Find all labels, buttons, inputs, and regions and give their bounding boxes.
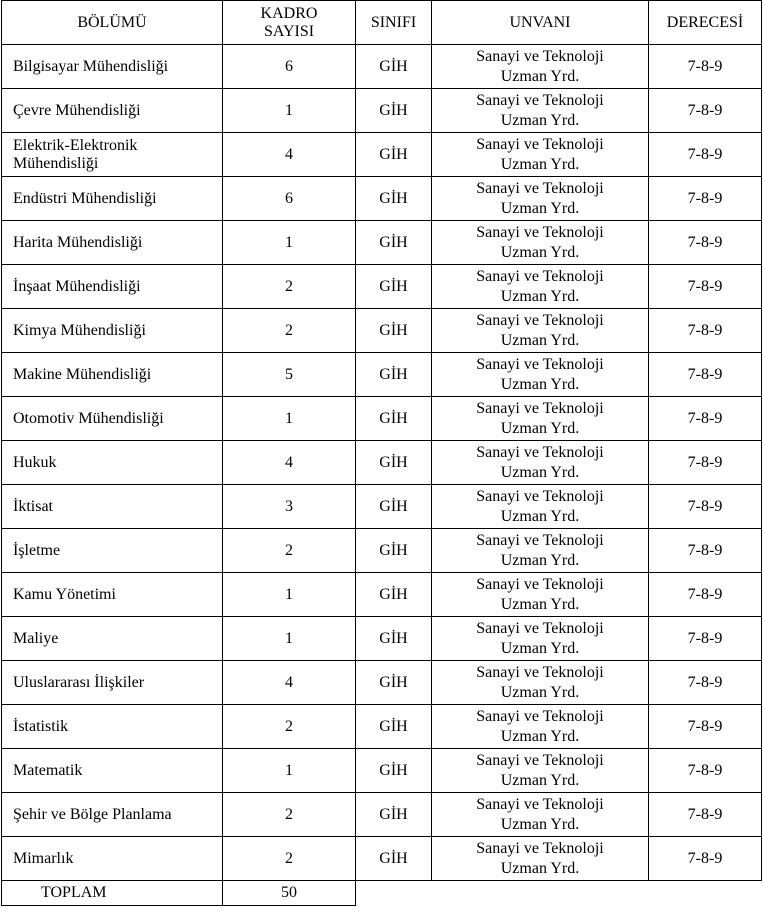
- derece-cell: [649, 221, 762, 265]
- unvan-cell-line1: Sanayi ve Teknoloji: [476, 487, 604, 505]
- derece-cell: [649, 441, 762, 485]
- sinif-cell: [356, 573, 432, 617]
- bolum-cell-line1: İktisat: [13, 497, 53, 515]
- kadro-cell-line1: 2: [285, 321, 293, 339]
- sinif-cell: [356, 441, 432, 485]
- unvan-cell-line1: Sanayi ve Teknoloji: [476, 91, 604, 109]
- sinif-cell: [356, 793, 432, 837]
- sinif-cell-line1: GİH: [379, 541, 408, 559]
- header-kadro-line2: SAYISI: [263, 22, 315, 40]
- sinif-cell-line1: GİH: [379, 409, 408, 427]
- kadro-cell-line1: 6: [285, 57, 293, 75]
- sinif-cell-line1: GİH: [379, 365, 408, 383]
- derece-cell: [649, 661, 762, 705]
- kadro-cell-line1: 1: [285, 761, 293, 779]
- derece-cell-line1: 7-8-9: [687, 365, 723, 383]
- kadro-cell-line1: 2: [285, 805, 293, 823]
- unvan-cell-line1: Sanayi ve Teknoloji: [476, 619, 604, 637]
- derece-cell: [649, 265, 762, 309]
- kadro-cell: [223, 45, 356, 89]
- table-row: [2, 749, 762, 793]
- unvan-cell: [432, 177, 649, 221]
- unvan-cell-line2: Uzman Yrd.: [500, 815, 580, 833]
- sinif-cell: [356, 45, 432, 89]
- sinif-cell-line1: GİH: [379, 629, 408, 647]
- unvan-cell-line2: Uzman Yrd.: [500, 639, 580, 657]
- bolum-cell: [2, 485, 223, 529]
- derece-cell-line1: 7-8-9: [687, 189, 723, 207]
- bolum-cell: [2, 265, 223, 309]
- unvan-cell-line2: Uzman Yrd.: [500, 375, 580, 393]
- unvan-cell-line2: Uzman Yrd.: [500, 859, 580, 877]
- header-bolum: BÖLÜMÜ: [2, 1, 223, 45]
- derece-cell: [649, 353, 762, 397]
- derece-cell: [649, 133, 762, 177]
- sinif-cell: [356, 749, 432, 793]
- unvan-cell-line1: Sanayi ve Teknoloji: [476, 311, 604, 329]
- unvan-cell-line1: Sanayi ve Teknoloji: [476, 399, 604, 417]
- bolum-cell-line1: Maliye: [13, 629, 59, 647]
- derece-cell-line1: 7-8-9: [687, 277, 723, 295]
- sinif-cell-line1: GİH: [379, 805, 408, 823]
- bolum-cell: [2, 793, 223, 837]
- sinif-cell-line1: GİH: [379, 277, 408, 295]
- derece-cell: [649, 705, 762, 749]
- unvan-cell: [432, 133, 649, 177]
- sinif-cell-line1: GİH: [379, 673, 408, 691]
- derece-cell-line1: 7-8-9: [687, 849, 723, 867]
- kadro-cell: [223, 397, 356, 441]
- bolum-cell: [2, 221, 223, 265]
- bolum-cell-line1: Bilgisayar Mühendisliği: [13, 57, 169, 75]
- bolum-cell: [2, 837, 223, 881]
- table-row: [2, 45, 762, 89]
- table-row: [2, 353, 762, 397]
- kadro-cell: [223, 793, 356, 837]
- bolum-cell-line1: Endüstri Mühendisliği: [13, 189, 157, 207]
- unvan-cell: [432, 441, 649, 485]
- bolum-cell-line1: Harita Mühendisliği: [13, 233, 143, 251]
- unvan-cell-line2: Uzman Yrd.: [500, 155, 580, 173]
- unvan-cell-line1: Sanayi ve Teknoloji: [476, 795, 604, 813]
- bolum-cell: [2, 441, 223, 485]
- kadro-cell: [223, 617, 356, 661]
- unvan-cell-line2: Uzman Yrd.: [500, 683, 580, 701]
- sinif-cell-line1: GİH: [379, 497, 408, 515]
- sinif-cell: [356, 177, 432, 221]
- unvan-cell: [432, 573, 649, 617]
- kadro-cell-line1: 1: [285, 585, 293, 603]
- bolum-cell-line1: Kimya Mühendisliği: [13, 321, 146, 339]
- kadro-cell-line1: 4: [285, 453, 293, 471]
- kadro-cell-line1: 4: [285, 145, 293, 163]
- unvan-cell: [432, 397, 649, 441]
- kadro-cell-line1: 4: [285, 673, 293, 691]
- bolum-cell-line1: İstatistik: [13, 717, 69, 735]
- derece-cell-line1: 7-8-9: [687, 409, 723, 427]
- unvan-cell-line1: Sanayi ve Teknoloji: [476, 355, 604, 373]
- bolum-cell-line1: İşletme: [13, 541, 61, 559]
- bolum-cell: [2, 705, 223, 749]
- derece-cell-line1: 7-8-9: [687, 145, 723, 163]
- kadro-cell: [223, 353, 356, 397]
- kadro-cell: [223, 441, 356, 485]
- sinif-cell-line1: GİH: [379, 849, 408, 867]
- derece-cell: [649, 749, 762, 793]
- sinif-cell: [356, 661, 432, 705]
- kadro-cell: [223, 573, 356, 617]
- kadro-cell: [223, 133, 356, 177]
- derece-cell-line1: 7-8-9: [687, 57, 723, 75]
- header-kadro-sayisi: [223, 1, 356, 45]
- kadro-cell-line1: 1: [285, 233, 293, 251]
- derece-cell: [649, 617, 762, 661]
- table-row: [2, 837, 762, 881]
- derece-cell: [649, 89, 762, 133]
- bolum-cell-line1: Elektrik-Elektronik: [13, 136, 138, 154]
- bolum-cell: [2, 661, 223, 705]
- kadro-cell: [223, 177, 356, 221]
- unvan-cell-line1: Sanayi ve Teknoloji: [476, 575, 604, 593]
- sinif-cell-line1: GİH: [379, 761, 408, 779]
- derece-cell: [649, 793, 762, 837]
- sinif-cell-line1: GİH: [379, 453, 408, 471]
- table-row: [2, 617, 762, 661]
- kadro-cell: [223, 221, 356, 265]
- unvan-cell: [432, 45, 649, 89]
- derece-cell: [649, 177, 762, 221]
- derece-cell-line1: 7-8-9: [687, 321, 723, 339]
- unvan-cell-line1: Sanayi ve Teknoloji: [476, 839, 604, 857]
- kadro-cell-line1: 6: [285, 189, 293, 207]
- derece-cell-line1: 7-8-9: [687, 497, 723, 515]
- table-row: [2, 309, 762, 353]
- sinif-cell: [356, 353, 432, 397]
- unvan-cell-line2: Uzman Yrd.: [500, 727, 580, 745]
- sinif-cell-line1: GİH: [379, 585, 408, 603]
- total-label: TOPLAM: [2, 881, 223, 906]
- derece-cell: [649, 397, 762, 441]
- unvan-cell-line1: Sanayi ve Teknoloji: [476, 179, 604, 197]
- derece-cell: [649, 45, 762, 89]
- sinif-cell-line1: GİH: [379, 101, 408, 119]
- derece-cell-line1: 7-8-9: [687, 585, 723, 603]
- table-row: [2, 397, 762, 441]
- derece-cell-line1: 7-8-9: [687, 541, 723, 559]
- unvan-cell-line2: Uzman Yrd.: [500, 287, 580, 305]
- unvan-cell: [432, 749, 649, 793]
- unvan-cell-line2: Uzman Yrd.: [500, 111, 580, 129]
- bolum-cell: [2, 353, 223, 397]
- unvan-cell-line2: Uzman Yrd.: [500, 419, 580, 437]
- kadro-cell-line1: 1: [285, 629, 293, 647]
- unvan-cell-line1: Sanayi ve Teknoloji: [476, 663, 604, 681]
- derece-cell-line1: 7-8-9: [687, 761, 723, 779]
- unvan-cell: [432, 221, 649, 265]
- unvan-cell-line1: Sanayi ve Teknoloji: [476, 223, 604, 241]
- bolum-cell: [2, 573, 223, 617]
- unvan-cell-line1: Sanayi ve Teknoloji: [476, 267, 604, 285]
- sinif-cell: [356, 265, 432, 309]
- unvan-cell-line2: Uzman Yrd.: [500, 595, 580, 613]
- total-row: [2, 881, 762, 906]
- table-row: [2, 705, 762, 749]
- unvan-cell-line1: Sanayi ve Teknoloji: [476, 531, 604, 549]
- kadro-cell: [223, 837, 356, 881]
- kadro-cell: [223, 705, 356, 749]
- kadro-cell-line1: 1: [285, 409, 293, 427]
- header-row: [2, 1, 762, 45]
- bolum-cell: [2, 617, 223, 661]
- derece-cell: [649, 529, 762, 573]
- unvan-cell: [432, 309, 649, 353]
- sinif-cell: [356, 837, 432, 881]
- bolum-cell: [2, 177, 223, 221]
- kadro-cell-line1: 2: [285, 717, 293, 735]
- bolum-cell-line1: Uluslararası İlişkiler: [13, 673, 145, 691]
- bolum-cell-line1: İnşaat Mühendisliği: [13, 277, 141, 295]
- unvan-cell-line2: Uzman Yrd.: [500, 331, 580, 349]
- bolum-cell: [2, 89, 223, 133]
- unvan-cell: [432, 265, 649, 309]
- unvan-cell: [432, 529, 649, 573]
- derece-cell-line1: 7-8-9: [687, 673, 723, 691]
- total-empty-cell: [356, 881, 762, 906]
- unvan-cell-line2: Uzman Yrd.: [500, 67, 580, 85]
- sinif-cell: [356, 133, 432, 177]
- sinif-cell-line1: GİH: [379, 145, 408, 163]
- kadro-table: [1, 0, 762, 906]
- header-unvani: UNVANI: [432, 1, 649, 45]
- header-sinifi: SINIFI: [356, 1, 432, 45]
- unvan-cell: [432, 617, 649, 661]
- sinif-cell-line1: GİH: [379, 57, 408, 75]
- sinif-cell: [356, 89, 432, 133]
- sinif-cell-line1: GİH: [379, 321, 408, 339]
- table-row: [2, 177, 762, 221]
- total-value: 50: [223, 881, 356, 906]
- kadro-cell-line1: 5: [285, 365, 293, 383]
- unvan-cell: [432, 705, 649, 749]
- unvan-cell-line2: Uzman Yrd.: [500, 771, 580, 789]
- kadro-cell-line1: 2: [285, 541, 293, 559]
- unvan-cell: [432, 353, 649, 397]
- kadro-cell-line1: 3: [285, 497, 293, 515]
- sinif-cell: [356, 309, 432, 353]
- unvan-cell-line2: Uzman Yrd.: [500, 243, 580, 261]
- derece-cell-line1: 7-8-9: [687, 805, 723, 823]
- derece-cell-line1: 7-8-9: [687, 629, 723, 647]
- bolum-cell: [2, 309, 223, 353]
- table-row: [2, 793, 762, 837]
- derece-cell-line1: 7-8-9: [687, 717, 723, 735]
- derece-cell-line1: 7-8-9: [687, 233, 723, 251]
- bolum-cell: [2, 45, 223, 89]
- kadro-cell: [223, 661, 356, 705]
- unvan-cell-line2: Uzman Yrd.: [500, 199, 580, 217]
- derece-cell: [649, 837, 762, 881]
- sinif-cell-line1: GİH: [379, 189, 408, 207]
- derece-cell-line1: 7-8-9: [687, 453, 723, 471]
- sinif-cell-line1: GİH: [379, 717, 408, 735]
- bolum-cell: [2, 133, 223, 177]
- kadro-cell: [223, 749, 356, 793]
- unvan-cell: [432, 793, 649, 837]
- bolum-cell-line1: Şehir ve Bölge Planlama: [13, 805, 172, 823]
- table-row: [2, 441, 762, 485]
- kadro-cell: [223, 485, 356, 529]
- kadro-cell: [223, 265, 356, 309]
- sinif-cell: [356, 617, 432, 661]
- unvan-cell: [432, 89, 649, 133]
- unvan-cell: [432, 485, 649, 529]
- kadro-cell: [223, 309, 356, 353]
- derece-cell: [649, 573, 762, 617]
- derece-cell-line1: 7-8-9: [687, 101, 723, 119]
- kadro-cell-line1: 2: [285, 849, 293, 867]
- unvan-cell-line2: Uzman Yrd.: [500, 551, 580, 569]
- sinif-cell: [356, 705, 432, 749]
- table-row: [2, 529, 762, 573]
- header-derecesi: DERECESİ: [649, 1, 762, 45]
- unvan-cell-line2: Uzman Yrd.: [500, 463, 580, 481]
- table-body: [2, 45, 762, 906]
- sinif-cell: [356, 221, 432, 265]
- kadro-cell-line1: 1: [285, 101, 293, 119]
- bolum-cell-line1: Çevre Mühendisliği: [13, 101, 141, 119]
- unvan-cell-line1: Sanayi ve Teknoloji: [476, 443, 604, 461]
- bolum-cell-line1: Hukuk: [13, 453, 57, 471]
- table-row: [2, 265, 762, 309]
- unvan-cell: [432, 837, 649, 881]
- unvan-cell-line1: Sanayi ve Teknoloji: [476, 751, 604, 769]
- unvan-cell-line1: Sanayi ve Teknoloji: [476, 707, 604, 725]
- sinif-cell: [356, 485, 432, 529]
- bolum-cell-line2: Mühendisliği: [13, 154, 99, 172]
- table-row: [2, 133, 762, 177]
- unvan-cell-line1: Sanayi ve Teknoloji: [476, 47, 604, 65]
- unvan-cell-line2: Uzman Yrd.: [500, 507, 580, 525]
- header-kadro-line1: KADRO: [260, 4, 318, 22]
- kadro-cell: [223, 89, 356, 133]
- unvan-cell: [432, 661, 649, 705]
- bolum-cell-line1: Makine Mühendisliği: [13, 365, 152, 383]
- derece-cell: [649, 485, 762, 529]
- kadro-cell: [223, 529, 356, 573]
- derece-cell: [649, 309, 762, 353]
- bolum-cell-line1: Mimarlık: [13, 849, 74, 867]
- kadro-cell-line1: 2: [285, 277, 293, 295]
- bolum-cell-line1: Kamu Yönetimi: [13, 585, 116, 603]
- bolum-cell: [2, 749, 223, 793]
- table-row: [2, 89, 762, 133]
- sinif-cell: [356, 397, 432, 441]
- table-row: [2, 661, 762, 705]
- table-row: [2, 573, 762, 617]
- bolum-cell-line1: Matematik: [13, 761, 83, 779]
- bolum-cell: [2, 397, 223, 441]
- unvan-cell-line1: Sanayi ve Teknoloji: [476, 135, 604, 153]
- sinif-cell: [356, 529, 432, 573]
- bolum-cell-line1: Otomotiv Mühendisliği: [13, 409, 164, 427]
- table-row: [2, 485, 762, 529]
- table-row: [2, 221, 762, 265]
- bolum-cell: [2, 529, 223, 573]
- sinif-cell-line1: GİH: [379, 233, 408, 251]
